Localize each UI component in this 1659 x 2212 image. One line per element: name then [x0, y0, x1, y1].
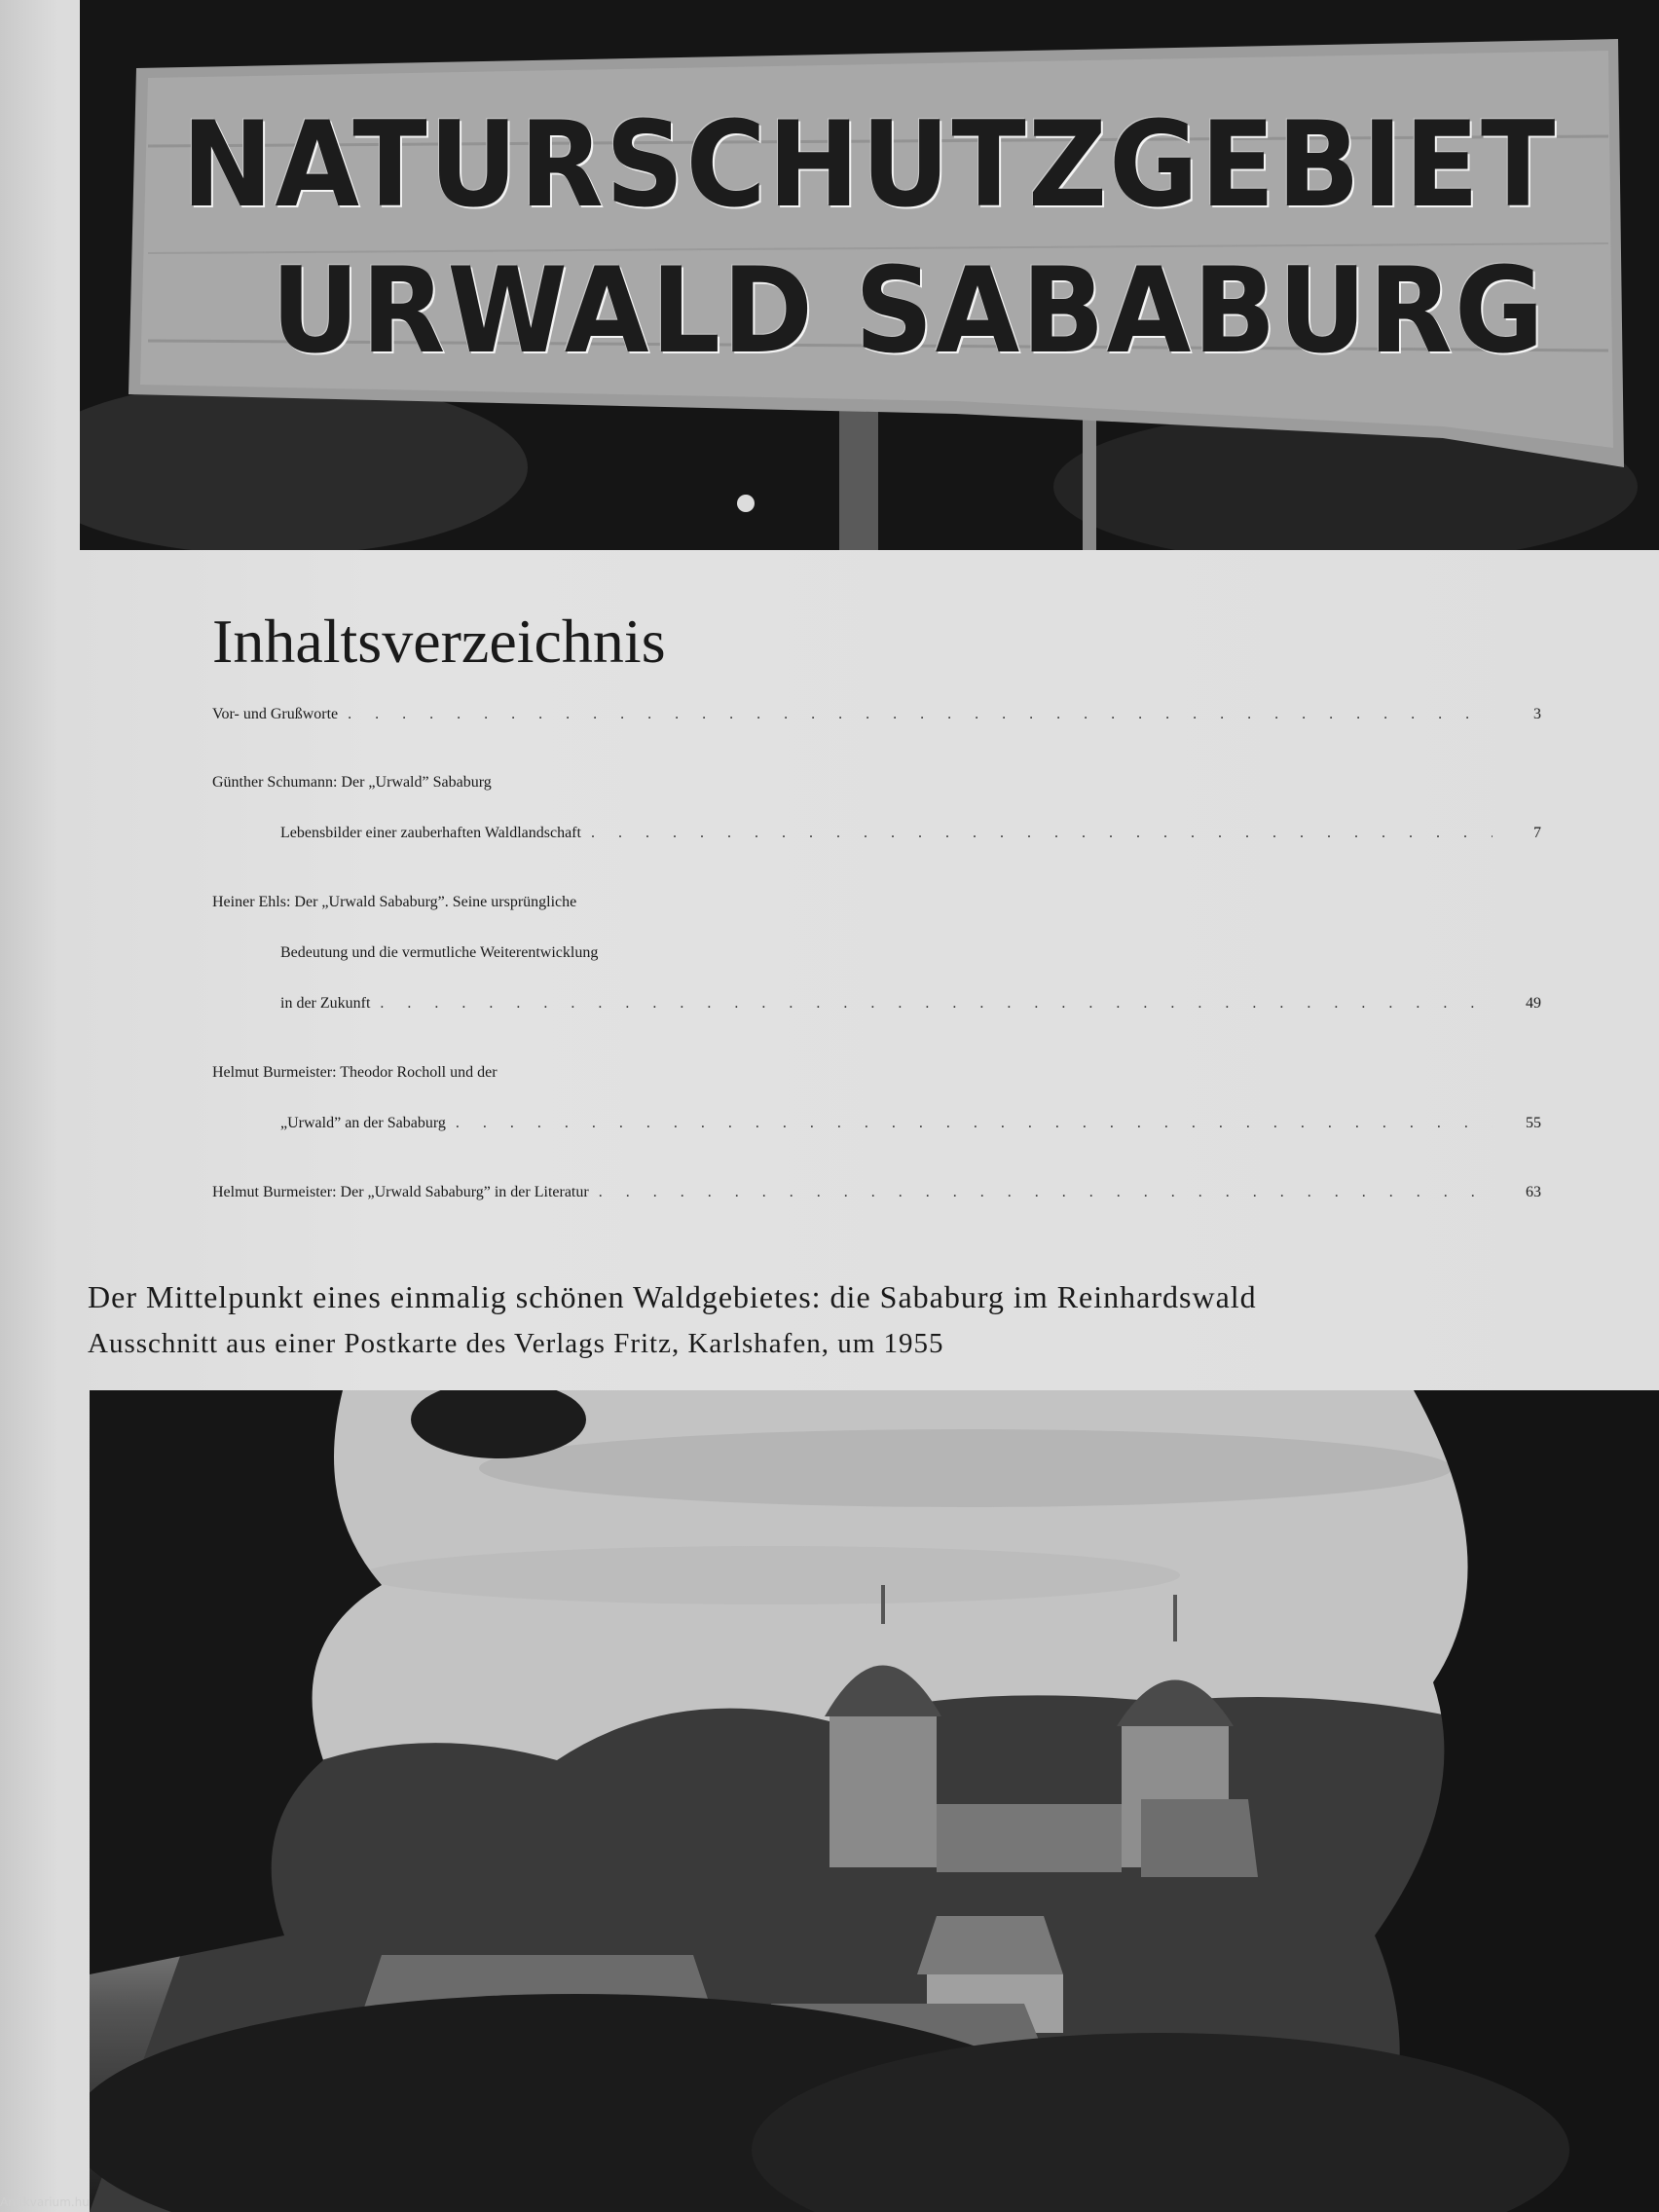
toc-leader [456, 1115, 1493, 1132]
castle-landscape-graphic [90, 1390, 1659, 2212]
toc-entry-text: Lebensbilder einer zauberhaften Waldlandschaft [280, 825, 581, 841]
toc-entry-line [212, 1064, 1541, 1115]
toc-title: Inhaltsverzeichnis [212, 607, 666, 676]
toc-entry-text: Vor- und Grußworte [212, 706, 339, 722]
toc-page-number: 7 [1533, 825, 1541, 841]
toc-entry[interactable] [212, 894, 1541, 1046]
toc-entry[interactable] [212, 774, 1541, 875]
toc-page-number: 49 [1526, 995, 1541, 1012]
toc-entry-line [212, 1184, 1541, 1235]
toc-page-number: 3 [1533, 706, 1541, 722]
sign-text-line-2: URWALD SABABURG [271, 242, 1546, 381]
toc-entry[interactable] [212, 1184, 1541, 1235]
watermark: Antikvarium.hu [0, 2195, 90, 2209]
toc-page-number: 55 [1526, 1115, 1541, 1131]
castle-photo [90, 1390, 1659, 2212]
toc-entry-line [212, 1115, 1541, 1165]
toc-entry-line [212, 825, 1541, 875]
toc-leader [599, 1184, 1493, 1201]
toc-leader [380, 995, 1493, 1013]
toc-entry-line [212, 774, 1541, 825]
toc-entry-line [212, 944, 1541, 995]
toc-entry-line [212, 995, 1541, 1046]
photo-credit: Ausschnitt aus einer Postkarte des Verlags Fritz, Karlshafen, um 1955 [88, 1328, 944, 1359]
toc-entry[interactable] [212, 706, 1541, 756]
toc-entry-text: in der Zukunft [280, 995, 371, 1012]
toc-entry-text: Bedeutung und die vermutliche Weiterentwicklung [280, 944, 599, 961]
toc-entry-text: Helmut Burmeister: Der „Urwald Sababurg” in der Literatur [212, 1184, 589, 1200]
toc-entry-text: Günther Schumann: Der „Urwald” Sababurg [212, 774, 492, 791]
toc-entry-text: „Urwald” an der Sababurg [280, 1115, 446, 1131]
toc-page-number: 63 [1526, 1184, 1541, 1200]
sign-photo [80, 0, 1659, 550]
toc-entry-text: Heiner Ehls: Der „Urwald Sababurg”. Seine ursprüngliche [212, 894, 577, 910]
photo-caption: Der Mittelpunkt eines einmalig schönen Waldgebietes: die Sababurg im Reinhardswald [88, 1279, 1257, 1314]
toc-entry-text: Helmut Burmeister: Theodor Rocholl und der [212, 1064, 498, 1081]
toc-entry-line [212, 894, 1541, 944]
toc-entry[interactable] [212, 1064, 1541, 1165]
sign-text-line-1: NATURSCHUTZGEBIET [181, 96, 1558, 235]
toc-entry-line [212, 706, 1541, 756]
toc-leader [348, 706, 1493, 723]
toc-leader [591, 825, 1493, 842]
